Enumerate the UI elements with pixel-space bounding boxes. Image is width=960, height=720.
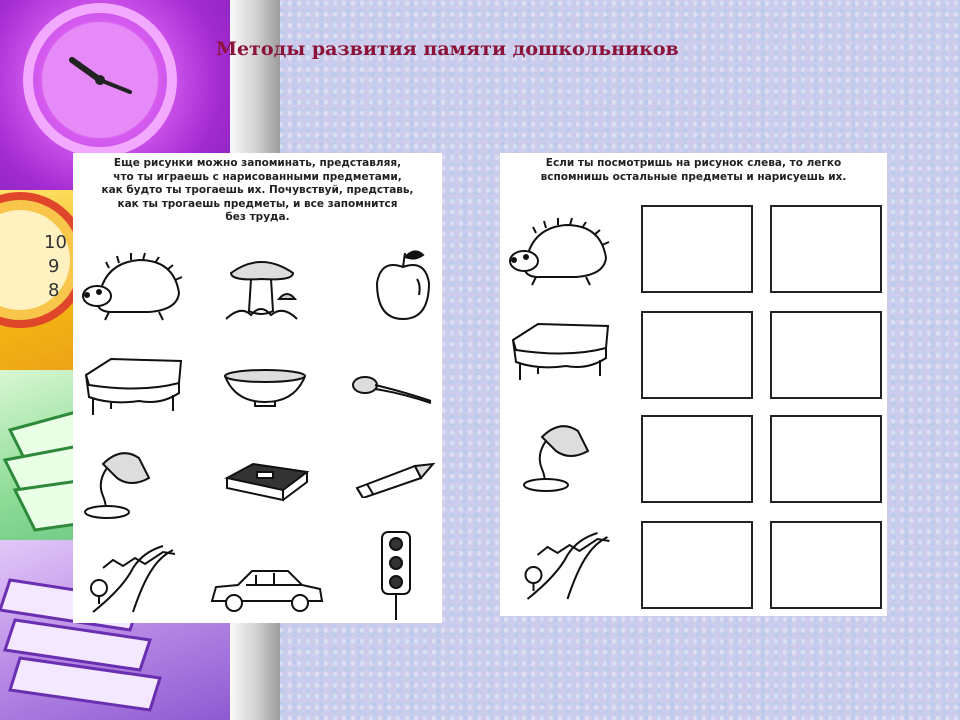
drawing-box[interactable] bbox=[770, 521, 882, 609]
drawing-box[interactable] bbox=[641, 521, 753, 609]
drawing-box[interactable] bbox=[770, 205, 882, 293]
drawing-box[interactable] bbox=[770, 311, 882, 399]
instruction-line: без труда. bbox=[225, 211, 290, 223]
hedgehog-icon bbox=[79, 248, 189, 323]
table-icon bbox=[81, 353, 186, 423]
instruction-line: вспомнишь остальные предметы и нарисуешь их. bbox=[540, 170, 847, 183]
lamp-icon bbox=[81, 448, 151, 520]
drawing-box[interactable] bbox=[641, 205, 753, 293]
road-icon bbox=[83, 538, 178, 613]
table-icon bbox=[508, 318, 613, 388]
right-worksheet bbox=[500, 153, 887, 616]
page-title: Методы развития памяти дошкольников bbox=[216, 38, 679, 60]
left-instruction bbox=[73, 157, 442, 225]
instruction-line: Если ты посмотришь на рисунок слева, то легко bbox=[545, 157, 842, 169]
road-icon bbox=[510, 525, 620, 600]
drawing-box[interactable] bbox=[770, 415, 882, 503]
instruction-line: как будто ты трогаешь их. Почувствуй, представь, bbox=[101, 184, 414, 196]
mushroom-icon bbox=[221, 253, 301, 325]
spoon-icon bbox=[351, 371, 435, 407]
book-icon bbox=[223, 458, 309, 504]
car-icon bbox=[208, 565, 326, 615]
apple-icon bbox=[371, 245, 435, 325]
instruction-line: как ты трогаешь предметы, и все запомнится bbox=[117, 197, 398, 210]
pencil-icon bbox=[353, 458, 437, 498]
right-instruction bbox=[500, 157, 887, 184]
instruction-line: Еще рисунки можно запоминать, представляя, bbox=[113, 157, 402, 169]
instruction-line: что ты играешь с нарисованными предметами, bbox=[113, 170, 402, 183]
svg-text:8: 8 bbox=[48, 280, 60, 301]
drawing-box[interactable] bbox=[641, 415, 753, 503]
svg-text:9: 9 bbox=[48, 256, 60, 277]
bowl-icon bbox=[221, 368, 309, 408]
drawing-box[interactable] bbox=[641, 311, 753, 399]
left-worksheet bbox=[73, 153, 442, 623]
svg-text:10: 10 bbox=[44, 232, 67, 253]
hedgehog-icon bbox=[506, 213, 616, 288]
traffic-light-icon bbox=[376, 528, 416, 623]
lamp-icon bbox=[520, 421, 590, 493]
